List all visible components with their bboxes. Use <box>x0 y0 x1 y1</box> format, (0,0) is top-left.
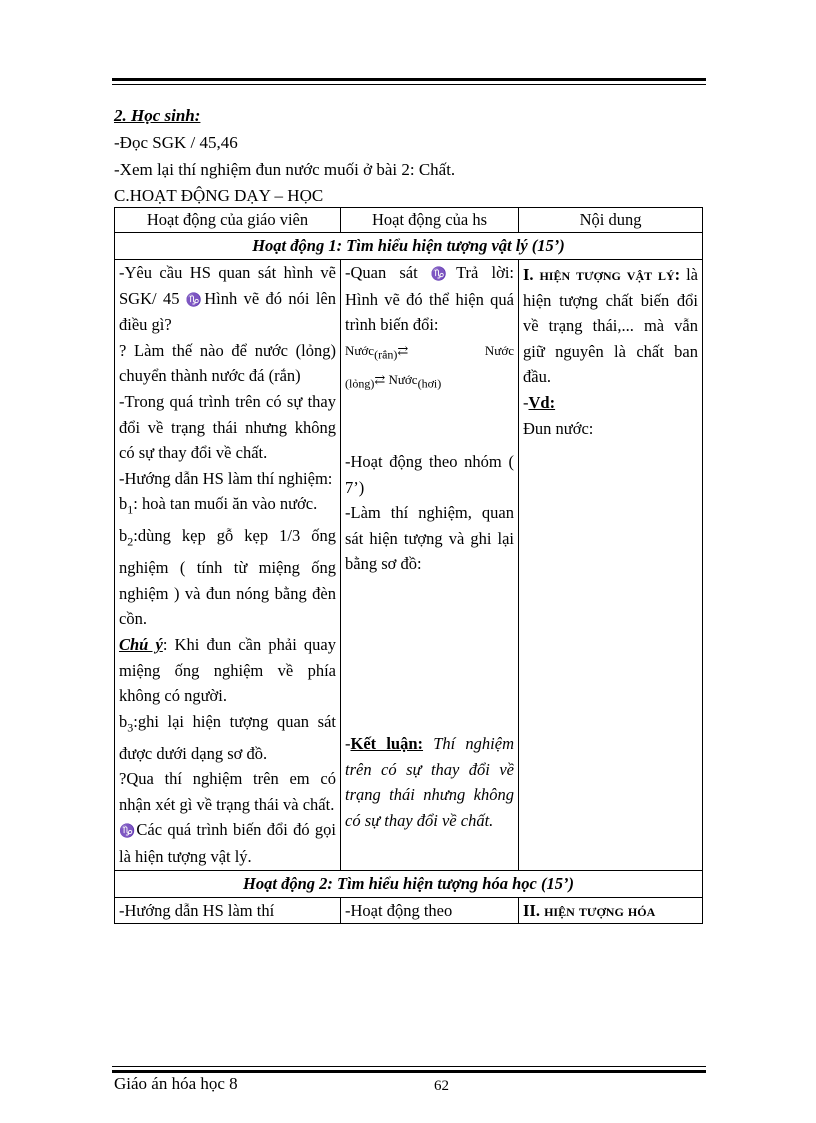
instruction-line-2: -Xem lại thí nghiệm đun nước muối ở bài 2: Chất. <box>114 160 456 179</box>
activity-1-title: Hoạt động 1: Tìm hiểu hiện tượng vật lý (15’) <box>115 233 703 260</box>
activity-1-row <box>115 233 703 260</box>
teacher-activity-cell: -Yêu cầu HS quan sát hình vẽ SGK/ 45 ♑Hình vẽ đó nói lên điều gì? ? Làm thế nào để nước (lỏng) chuyển thành nước đá (rắn) -Trong quá trình trên có sự thay đổi về trạng thái nhưng không có sự thay đổi về chất. -Hướng dẫn HS làm thí nghiệm: $b_1$: hoà tan muối ăn vào nước. $b_2:dùng$ kẹp gỗ kẹp 1/3 ống nghiệm ( tính từ miệng ống nghiệm ) và đun nóng bằng đèn cồn. Chú ý: Khi đun cần phải quay miệng ống nghiệm về phía không có người. $b_3:ghi$ lại hiện tượng quan sát được dưới dạng sơ đồ. ?Qua thí nghiệm trên em có nhận xét gì về trạng thái và chất. ♑Các quá trình biến đổi đó gọi là hiện tượng vật lý. <box>115 260 341 871</box>
footer-rule-thick <box>112 1070 706 1073</box>
arrow-symbol-icon: ♑ <box>430 266 457 281</box>
activity-1-body-row <box>115 260 703 871</box>
section-c-heading: C.HOẠT ĐỘNG DẠY – HỌC <box>114 186 324 205</box>
header-rule-thick <box>112 78 706 81</box>
section-heading: 2. Học sinh: <box>114 106 201 125</box>
lesson-table <box>114 207 703 924</box>
teacher-activity-2-cell: -Hướng dẫn HS làm thí <box>115 897 341 924</box>
student-activity-cell: -Quan sát ♑Trả lời: Hình vẽ đó thể hiện quá trình biến đổi: Nước(rắn)⇄ Nước (lỏng)⇄ Nước(hơi) -Hoạt động theo nhóm ( 7’) -Làm thí nghiệm, quan sát hiện tượng và ghi lại bằng sơ đồ: -Kết luận: Thí nghiệm trên có sự thay đổi về trạng thái nhưng không có sự thay đổi về chất. <box>341 260 519 871</box>
page-number: 62 <box>434 1078 449 1094</box>
content-cell: I. hiện tượng vật lý: là hiện tượng chất biến đổi về trạng thái,... mà vẫn giữ nguyên là chất ban đầu. -Vd: Đun nước: <box>519 260 703 871</box>
arrow-symbol-icon: ♑ <box>119 823 137 839</box>
column-header-content: Nội dung <box>519 208 703 233</box>
content-2-cell: II. hiện tượng hóa <box>519 897 703 924</box>
footer-rule-thin <box>112 1066 706 1067</box>
footer-title: Giáo án hóa học 8 <box>114 1074 238 1093</box>
state-change-diagram: Nước(rắn)⇄ Nước (lỏng)⇄ Nước(hơi) <box>345 342 514 391</box>
activity-2-title: Hoạt động 2: Tìm hiểu hiện tượng hóa học (15’) <box>115 870 703 897</box>
header-rule-thin <box>112 84 706 85</box>
column-header-student: Hoạt động của hs <box>341 208 519 233</box>
table-header-row <box>115 208 703 233</box>
column-header-teacher: Hoạt động của giáo viên <box>115 208 341 233</box>
activity-2-body-row <box>115 897 703 924</box>
arrow-symbol-icon: ♑ <box>185 291 205 307</box>
instruction-line-1: -Đọc SGK / 45,46 <box>114 133 238 152</box>
student-activity-2-cell: -Hoạt động theo <box>341 897 519 924</box>
activity-2-row <box>115 870 703 897</box>
